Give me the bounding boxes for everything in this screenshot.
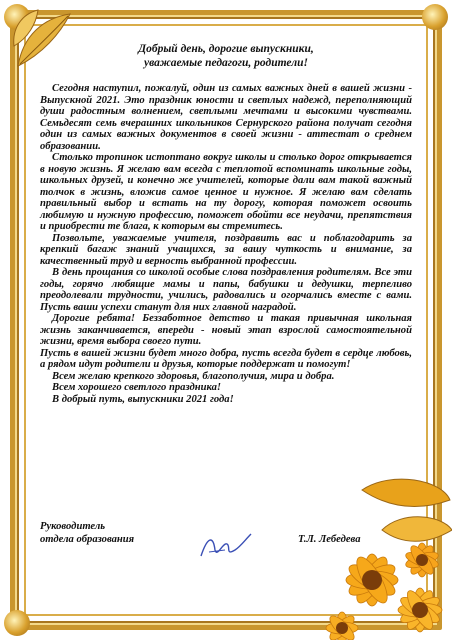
signer-title-line-2: отдела образования	[40, 534, 135, 545]
wish-line: Всем желаю крепкого здоровья, благополучия, мира и добра.	[52, 370, 335, 382]
signer-name: Т.Л. Лебедева	[298, 534, 361, 545]
paragraph: Дорогие ребята! Беззаботное детство и такая привычная школьная жизнь заканчивается, впереди - новый этап взрослой самостоятельной жизни, время выбора своего пути.	[40, 313, 412, 347]
paragraph: Сегодня наступил, пожалуй, один из самых важных дней в вашей жизни - Выпускной 2021. Это праздник юности и светлых надежд, переполняющий души радостным волнением, светлыми мечтами и высокими чувствами. Семьдесят семь вчерашних школьников Сернурского района получат сегодня один из самых важных документов в своей жизни - аттестат о среднем образовании.	[40, 83, 412, 152]
paragraph: Позвольте, уважаемые учителя, поздравить вас и поблагодарить за крепкий багаж знаний учащихся, за вашу чуткость и внимание, за качественный труд и верность выбранной профессии.	[40, 232, 412, 267]
handwritten-signature-icon	[195, 528, 255, 564]
corner-ornament-top-right	[422, 4, 448, 30]
signer-title-line-1: Руководитель	[40, 521, 106, 532]
sunflower-bouquet-icon	[302, 470, 452, 640]
corner-ornament-bottom-left	[4, 610, 30, 636]
greeting	[40, 42, 412, 70]
greeting-line-1: Добрый день, дорогие выпускники,	[138, 43, 314, 55]
wish-line: Всем хорошего светлого праздника!	[52, 382, 222, 393]
greeting-line-2: уважаемые педагоги, родители!	[143, 57, 308, 69]
wish-line: Пусть в вашей жизни будет много добра, пусть всегда будет в сердце любовь, а рядом идут родители и друзья, которые поддержат и помогут!	[40, 347, 412, 370]
paragraph: В день прощания со школой особые слова поздравления родителям. Все эти годы, горячо любящие мамы и папы, бабушки и дедушки, терпеливо преодолевали трудности, учились, радовались и огорчались вместе с вами. Пусть ваши успехи станут для них главной наградой.	[40, 267, 412, 313]
paragraph: Столько тропинок истоптано вокруг школы и столько дорог открывается в новую жизнь. Я желаю вам всегда с теплотой вспоминать школьные годы, школьных друзей, и конечно же учителей, которые дали вам такой важный толчок в жизнь, вложив самое ценное и нужное. Я желаю вам сделать правильный выбор и встать на ту дорогу, которая поможет освоить любимую и нужную профессию, поможет обойти все неудачи, препятствия и приобрести те блага, к которым вы стремитесь.	[40, 152, 412, 232]
letter-body	[40, 42, 412, 405]
wish-line: В добрый путь, выпускники 2021 года!	[52, 393, 234, 405]
